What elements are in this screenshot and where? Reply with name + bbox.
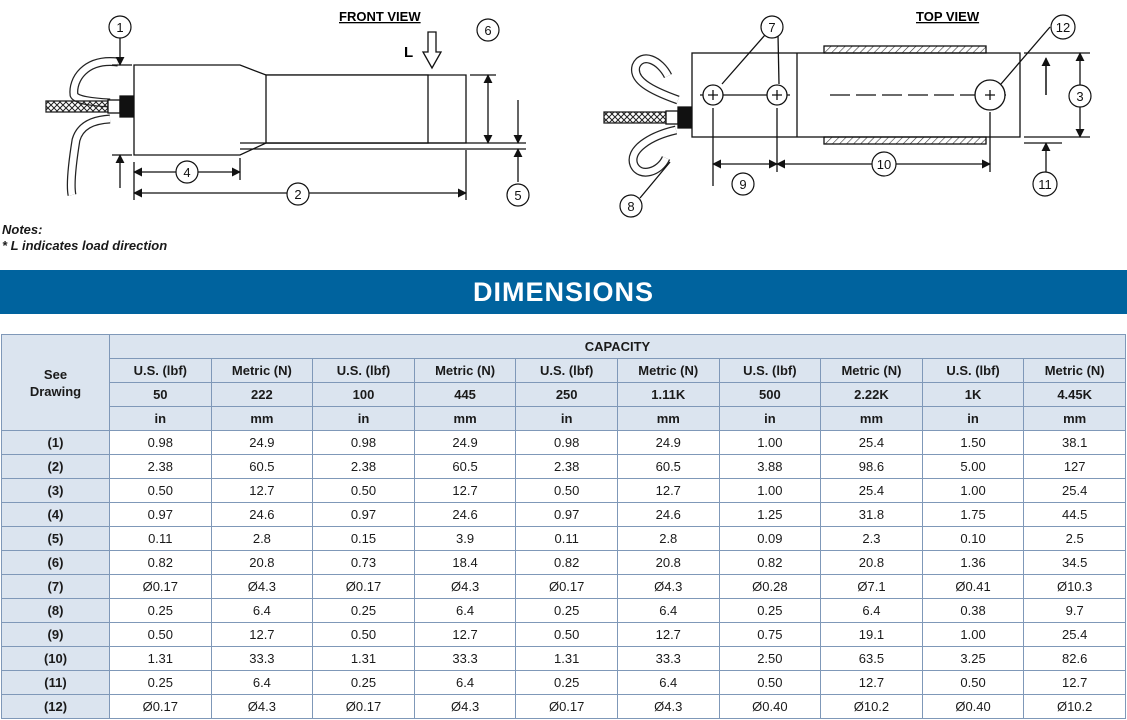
table-cell: 0.50 (922, 671, 1024, 695)
top-view (604, 27, 1090, 198)
capacity-values-row (2, 383, 1126, 407)
table-cell: 6.4 (211, 599, 313, 623)
table-row (2, 455, 1126, 479)
table-cell: 0.25 (719, 599, 821, 623)
table-cell: 12.7 (414, 623, 516, 647)
row-label: (1) (2, 431, 110, 455)
table-cell: 0.11 (110, 527, 212, 551)
svg-text:3: 3 (1076, 89, 1084, 104)
unit-header: in (922, 407, 1024, 431)
unit-header: in (719, 407, 821, 431)
table-cell: 6.4 (617, 671, 719, 695)
table-cell: 33.3 (211, 647, 313, 671)
row-label: (12) (2, 695, 110, 719)
unit-header: mm (211, 407, 313, 431)
table-cell: Ø4.3 (211, 575, 313, 599)
table-cell: 98.6 (821, 455, 923, 479)
table-cell: 12.7 (617, 479, 719, 503)
table-cell: 0.50 (313, 479, 415, 503)
load-direction-label: L (404, 44, 414, 61)
table-cell: Ø10.2 (821, 695, 923, 719)
capacity-value-header: 445 (414, 383, 516, 407)
table-cell: 24.9 (617, 431, 719, 455)
capacity-row (2, 335, 1126, 359)
table-cell: 1.75 (922, 503, 1024, 527)
svg-text:4: 4 (183, 165, 191, 180)
system-header: U.S. (lbf) (110, 359, 212, 383)
capacity-header: CAPACITY (110, 335, 1126, 359)
table-cell: 60.5 (414, 455, 516, 479)
table-cell: 0.09 (719, 527, 821, 551)
front-view (46, 32, 526, 200)
callout-1 (109, 16, 131, 38)
dimensions-table (1, 334, 1126, 719)
table-cell: 6.4 (211, 671, 313, 695)
table-cell: 0.97 (110, 503, 212, 527)
unit-header: mm (414, 407, 516, 431)
row-label: (4) (2, 503, 110, 527)
table-cell: 6.4 (414, 671, 516, 695)
system-header: U.S. (lbf) (313, 359, 415, 383)
table-cell: 2.38 (516, 455, 618, 479)
table-row (2, 599, 1126, 623)
dimensions-banner (0, 270, 1127, 314)
callout-11 (1033, 172, 1057, 196)
table-row (2, 431, 1126, 455)
svg-text:8: 8 (627, 199, 635, 214)
table-cell: Ø7.1 (821, 575, 923, 599)
table-cell: 0.98 (110, 431, 212, 455)
svg-text:12: 12 (1055, 20, 1071, 35)
table-cell: 25.4 (1024, 479, 1126, 503)
table-cell: 63.5 (821, 647, 923, 671)
table-row (2, 623, 1126, 647)
table-cell: 0.73 (313, 551, 415, 575)
table-row (2, 479, 1126, 503)
system-header: Metric (N) (211, 359, 313, 383)
table-cell: 44.5 (1024, 503, 1126, 527)
table-cell: 2.38 (313, 455, 415, 479)
table-cell: 2.5 (1024, 527, 1126, 551)
system-row (2, 359, 1126, 383)
table-cell: 0.25 (516, 671, 618, 695)
unit-header: in (516, 407, 618, 431)
callout-7 (761, 16, 783, 38)
table-cell: Ø0.17 (313, 575, 415, 599)
table-cell: 38.1 (1024, 431, 1126, 455)
capacity-value-header: 250 (516, 383, 618, 407)
table-cell: 1.31 (313, 647, 415, 671)
svg-text:1: 1 (116, 20, 124, 35)
table-cell: 19.1 (821, 623, 923, 647)
table-cell: 0.82 (719, 551, 821, 575)
table-cell: 33.3 (414, 647, 516, 671)
table-cell: 1.31 (516, 647, 618, 671)
callout-5 (507, 184, 529, 206)
table-cell: 60.5 (617, 455, 719, 479)
capacity-value-header: 222 (211, 383, 313, 407)
table-cell: 0.97 (313, 503, 415, 527)
table-cell: 0.25 (110, 671, 212, 695)
capacity-value-header: 1K (922, 383, 1024, 407)
unit-header: in (110, 407, 212, 431)
callout-6 (477, 19, 499, 41)
notes-line: * L indicates load direction (2, 238, 168, 253)
table-cell: 0.25 (110, 599, 212, 623)
table-row (2, 527, 1126, 551)
table-cell: 0.10 (922, 527, 1024, 551)
units-row (2, 407, 1126, 431)
system-header: Metric (N) (414, 359, 516, 383)
capacity-value-header: 4.45K (1024, 383, 1126, 407)
table-cell: 33.3 (617, 647, 719, 671)
table-cell: 6.4 (821, 599, 923, 623)
svg-text:6: 6 (484, 23, 492, 38)
table-cell: Ø0.17 (110, 575, 212, 599)
table-cell: 12.7 (821, 671, 923, 695)
table-cell: 1.36 (922, 551, 1024, 575)
table-cell: 5.00 (922, 455, 1024, 479)
capacity-value-header: 500 (719, 383, 821, 407)
callout-2 (287, 183, 309, 205)
table-cell: 0.11 (516, 527, 618, 551)
table-cell: Ø0.17 (110, 695, 212, 719)
table-cell: 12.7 (211, 623, 313, 647)
table-cell: 0.25 (313, 599, 415, 623)
table-cell: 0.82 (516, 551, 618, 575)
table-cell: Ø4.3 (414, 695, 516, 719)
svg-text:11: 11 (1038, 177, 1052, 192)
table-cell: Ø0.17 (313, 695, 415, 719)
table-row (2, 647, 1126, 671)
table-cell: Ø0.17 (516, 575, 618, 599)
table-row (2, 575, 1126, 599)
capacity-value-header: 1.11K (617, 383, 719, 407)
table-cell: 24.6 (617, 503, 719, 527)
table-cell: Ø0.17 (516, 695, 618, 719)
table-cell: 1.00 (922, 623, 1024, 647)
table-cell: 0.97 (516, 503, 618, 527)
table-cell: 1.50 (922, 431, 1024, 455)
unit-header: in (313, 407, 415, 431)
table-cell: 20.8 (211, 551, 313, 575)
row-label: (10) (2, 647, 110, 671)
table-cell: 2.3 (821, 527, 923, 551)
table-row (2, 551, 1126, 575)
table-cell: 0.50 (516, 623, 618, 647)
table-cell: 24.6 (414, 503, 516, 527)
callout-12 (1051, 15, 1075, 39)
table-cell: 1.31 (110, 647, 212, 671)
table-cell: 2.8 (617, 527, 719, 551)
svg-text:7: 7 (768, 20, 776, 35)
row-label: (3) (2, 479, 110, 503)
table-cell: 3.9 (414, 527, 516, 551)
table-cell: 1.00 (719, 431, 821, 455)
table-cell: 0.98 (516, 431, 618, 455)
table-cell: 25.4 (1024, 623, 1126, 647)
table-cell: 25.4 (821, 479, 923, 503)
callout-8 (620, 195, 642, 217)
row-label: (11) (2, 671, 110, 695)
table-cell: 12.7 (1024, 671, 1126, 695)
row-label: (7) (2, 575, 110, 599)
table-cell: 2.38 (110, 455, 212, 479)
table-cell: 0.50 (516, 479, 618, 503)
table-cell: Ø0.28 (719, 575, 821, 599)
table-cell: 1.00 (922, 479, 1024, 503)
capacity-value-header: 100 (313, 383, 415, 407)
table-cell: Ø4.3 (211, 695, 313, 719)
row-label: (6) (2, 551, 110, 575)
table-cell: 1.25 (719, 503, 821, 527)
row-label: (2) (2, 455, 110, 479)
table-cell: 0.82 (110, 551, 212, 575)
capacity-value-header: 50 (110, 383, 212, 407)
table-cell: 12.7 (414, 479, 516, 503)
table-cell: Ø0.41 (922, 575, 1024, 599)
svg-text:10: 10 (876, 157, 892, 172)
capacity-value-header: 2.22K (821, 383, 923, 407)
table-cell: 24.9 (211, 431, 313, 455)
table-cell: 0.98 (313, 431, 415, 455)
table-cell: 0.50 (313, 623, 415, 647)
notes-heading: Notes: (2, 222, 43, 237)
table-cell: 1.00 (719, 479, 821, 503)
callout-9 (732, 173, 754, 195)
table-cell: Ø10.3 (1024, 575, 1126, 599)
table-cell: Ø0.40 (719, 695, 821, 719)
table-cell: 20.8 (617, 551, 719, 575)
table-cell: 127 (1024, 455, 1126, 479)
callout-3 (1069, 85, 1091, 107)
table-cell: Ø4.3 (414, 575, 516, 599)
top-view-title: TOP VIEW (916, 9, 980, 24)
table-cell: 0.50 (110, 479, 212, 503)
table-cell: 2.50 (719, 647, 821, 671)
table-cell: 0.25 (516, 599, 618, 623)
banner-title: DIMENSIONS (472, 276, 655, 307)
table-cell: 60.5 (211, 455, 313, 479)
table-cell: 0.50 (110, 623, 212, 647)
table-cell: 12.7 (211, 479, 313, 503)
table-cell: 24.6 (211, 503, 313, 527)
table-cell: 3.88 (719, 455, 821, 479)
row-label: (5) (2, 527, 110, 551)
front-view-title: FRONT VIEW (339, 9, 421, 24)
table-cell: 0.15 (313, 527, 415, 551)
table-cell: 31.8 (821, 503, 923, 527)
table-cell: 25.4 (821, 431, 923, 455)
table-cell: 0.38 (922, 599, 1024, 623)
table-row (2, 503, 1126, 527)
row-label: (9) (2, 623, 110, 647)
system-header: U.S. (lbf) (719, 359, 821, 383)
table-cell: 0.25 (313, 671, 415, 695)
table-cell: Ø4.3 (617, 695, 719, 719)
svg-text:2: 2 (294, 187, 302, 202)
callout-10 (872, 152, 896, 176)
table-cell: Ø4.3 (617, 575, 719, 599)
row-label: (8) (2, 599, 110, 623)
system-header: U.S. (lbf) (516, 359, 618, 383)
table-cell: 0.50 (719, 671, 821, 695)
table-cell: 34.5 (1024, 551, 1126, 575)
table-cell: 12.7 (617, 623, 719, 647)
unit-header: mm (1024, 407, 1126, 431)
unit-header: mm (821, 407, 923, 431)
table-cell: 0.75 (719, 623, 821, 647)
svg-text:5: 5 (514, 188, 522, 203)
table-cell: Ø10.2 (1024, 695, 1126, 719)
table-cell: 20.8 (821, 551, 923, 575)
table-cell: 82.6 (1024, 647, 1126, 671)
table-cell: 24.9 (414, 431, 516, 455)
table-cell: 6.4 (414, 599, 516, 623)
callout-4 (176, 161, 198, 183)
see-drawing-header: See Drawing (2, 335, 110, 431)
system-header: Metric (N) (1024, 359, 1126, 383)
svg-text:9: 9 (739, 177, 747, 192)
system-header: Metric (N) (617, 359, 719, 383)
table-cell: 6.4 (617, 599, 719, 623)
table-row (2, 695, 1126, 719)
unit-header: mm (617, 407, 719, 431)
notes (2, 222, 167, 254)
table-cell: 2.8 (211, 527, 313, 551)
system-header: U.S. (lbf) (922, 359, 1024, 383)
technical-drawing (0, 0, 1127, 225)
table-cell: 9.7 (1024, 599, 1126, 623)
table-row (2, 671, 1126, 695)
system-header: Metric (N) (821, 359, 923, 383)
table-cell: 18.4 (414, 551, 516, 575)
table-cell: Ø0.40 (922, 695, 1024, 719)
table-cell: 3.25 (922, 647, 1024, 671)
table-body (2, 431, 1126, 719)
